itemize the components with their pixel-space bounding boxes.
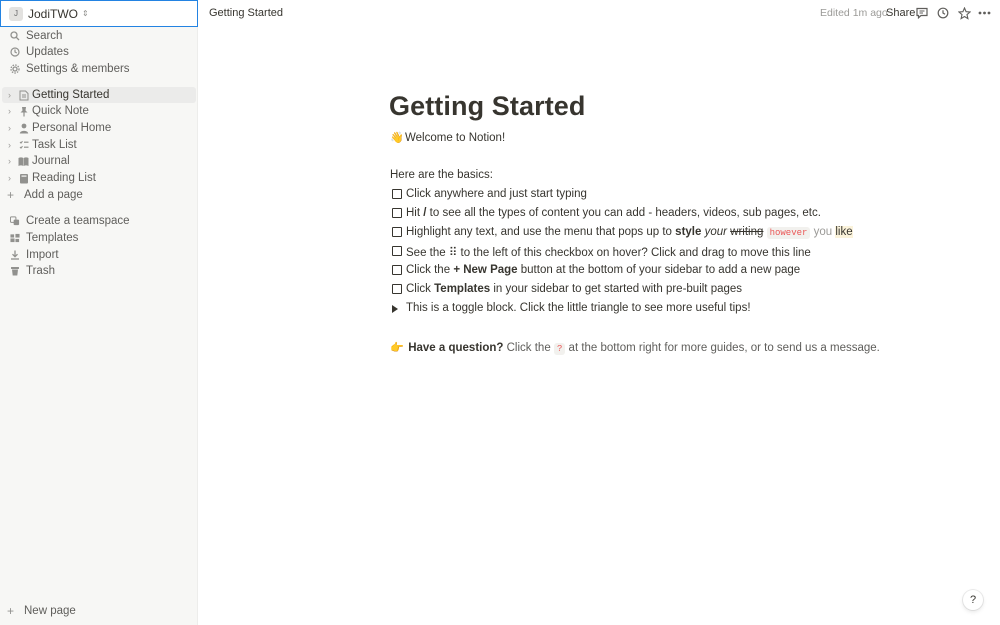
workspace-switcher[interactable] [0,0,198,27]
todo-text-grey: you [813,226,833,238]
comment-icon[interactable] [915,6,929,20]
sidebar-item-label: Search [26,30,63,42]
sidebar-item-label: Task List [32,139,77,151]
todo-checkbox[interactable] [392,284,402,294]
sidebar [0,0,198,625]
todo-checkbox[interactable] [392,189,402,199]
new-page-label: New page [24,605,76,617]
history-icon[interactable] [936,6,950,20]
sidebar-item-quick-note[interactable] [0,103,198,119]
todo-text: Click [406,283,431,295]
workspace-avatar: J [9,7,23,21]
templates-icon [10,233,20,243]
sidebar-item-reading-list[interactable] [0,170,198,186]
todo-text: in your sidebar to get started with pre-built pages [493,283,743,295]
pin-icon [18,106,29,117]
todo-text-strike: writing [730,226,764,238]
callout-code: ? [554,343,565,355]
sidebar-item-journal[interactable] [0,153,198,169]
sidebar-item-personal-home[interactable] [0,120,198,136]
page-title[interactable]: Getting Started [389,91,586,121]
todo-text: to the left of this checkbox on hover? Click and drag to move this line [460,247,811,259]
toggle-text: This is a toggle block. Click the little triangle to see more useful tips! [406,302,751,314]
star-icon[interactable] [957,6,971,20]
sidebar-item-getting-started[interactable] [2,87,196,103]
topbar [199,0,1000,27]
sidebar-item-updates[interactable] [0,44,198,60]
sidebar-item-label: Personal Home [32,122,112,134]
checklist-icon [18,140,29,151]
todo-text-bold: + New Page [453,264,518,276]
todo-text: Click the [406,264,451,276]
more-options-icon[interactable] [977,6,991,20]
sidebar-item-label: Import [26,249,59,261]
todo-text: See the [406,247,446,259]
sidebar-item-templates[interactable] [0,230,198,246]
todo-item[interactable] [406,245,811,259]
chevron-right-icon[interactable]: › [8,90,11,100]
sidebar-item-label: Trash [26,265,55,277]
plus-icon: + [7,604,15,618]
todo-text-bold: style [675,226,702,238]
todo-item[interactable] [406,283,742,295]
callout-text: at the bottom right for more guides, or to send us a message. [568,342,880,354]
import-icon [10,250,20,260]
callout-bold: Have a question? [408,342,504,354]
search-icon [10,31,20,41]
todo-item[interactable] [406,226,853,238]
callout[interactable] [390,341,880,354]
todo-text: button at the bottom of your sidebar to add a new page [520,264,801,276]
gear-icon [10,64,20,74]
callout-text: Click the [506,342,551,354]
sidebar-item-label: Journal [32,155,70,167]
sidebar-item-task-list[interactable] [0,137,198,153]
clock-icon [10,47,20,57]
reading-icon [18,173,29,184]
chevron-updown-icon: ⇕ [82,8,89,18]
drag-handle-icon: ⠿ [448,247,458,259]
chevron-right-icon[interactable]: › [8,140,11,150]
edited-status: Edited 1m ago [820,7,888,19]
todo-text: to see all the types of content you can add - headers, videos, sub pages, etc. [429,207,821,219]
page-icon [18,90,29,101]
sidebar-item-search[interactable] [0,28,198,44]
welcome-text: Welcome to Notion! [405,131,506,144]
plus-icon: + [7,188,15,202]
toggle-block[interactable] [406,302,751,314]
person-icon [18,123,29,134]
todo-item[interactable] [406,207,821,219]
sidebar-item-trash[interactable] [0,263,198,279]
todo-checkbox[interactable] [392,265,402,275]
todo-text-code: however [767,227,811,239]
welcome-line[interactable] [390,131,505,144]
sidebar-item-import[interactable] [0,247,198,263]
sidebar-item-label: Settings & members [26,63,130,75]
chevron-right-icon[interactable]: › [8,123,11,133]
sidebar-item-create-teamspace[interactable] [0,213,198,229]
todo-text-highlight: like [835,226,853,238]
chevron-right-icon[interactable]: › [8,173,11,183]
sidebar-item-label: Getting Started [32,89,110,101]
basics-line[interactable] [390,169,493,181]
todo-text-bold: Templates [434,283,491,295]
basics-text: Here are the basics: [390,169,493,181]
sidebar-item-label: Templates [26,232,79,244]
todo-item[interactable] [406,264,800,276]
sidebar-item-settings[interactable] [0,61,198,77]
chevron-right-icon[interactable]: › [8,156,11,166]
todo-text: Highlight any text, and use the menu that pops up to [406,226,672,238]
todo-text: Hit [406,207,421,219]
add-page-label: Add a page [24,189,83,201]
toggle-triangle-icon[interactable] [392,305,398,313]
pointing-emoji: 👉 [390,342,404,354]
todo-checkbox[interactable] [392,227,402,237]
teamspace-icon [10,216,20,226]
new-page-button[interactable] [0,603,198,619]
trash-icon [10,266,20,276]
add-page-button[interactable] [0,187,198,203]
sidebar-item-label: Quick Note [32,105,89,117]
book-icon [18,156,29,167]
chevron-right-icon[interactable]: › [8,106,11,116]
help-button[interactable]: ? [963,590,983,610]
sidebar-item-label: Updates [26,46,69,58]
sidebar-item-label: Reading List [32,172,96,184]
todo-checkbox[interactable] [392,208,402,218]
workspace-name: JodiTWO [28,6,79,21]
sidebar-item-label: Create a teamspace [26,215,130,227]
wave-emoji: 👋 [390,132,404,144]
todo-text-bold: / [423,207,427,219]
todo-item[interactable] [406,188,587,200]
breadcrumb[interactable]: Getting Started [209,7,283,19]
todo-checkbox[interactable] [392,246,402,256]
todo-text-italic: your [704,226,727,238]
share-button[interactable]: Share [886,7,916,19]
todo-text: Click anywhere and just start typing [406,188,587,200]
